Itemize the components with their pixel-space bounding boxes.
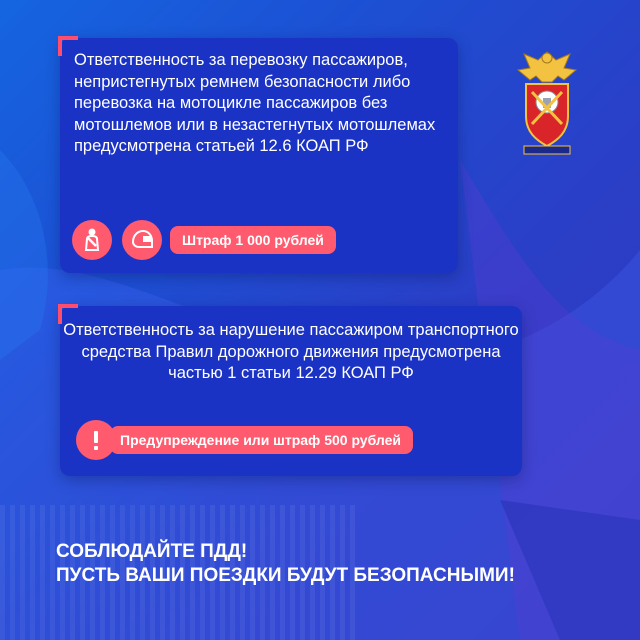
footer-line-2: ПУСТЬ ВАШИ ПОЕЗДКИ БУДУТ БЕЗОПАСНЫМИ!	[56, 565, 515, 586]
helmet-icon	[122, 220, 162, 260]
fine-badge: Предупреждение или штраф 500 рублей	[110, 426, 413, 454]
card-text: Ответственность за перевозку пассажиров, непристегнутых ремнем безопасности либо перевозка на мотоцикле пассажиров без мотошлемов или в незастегнутых мотошлемах предусмотрена статьей 12.6 КОАП РФ	[74, 51, 436, 155]
police-emblem-icon	[512, 46, 582, 158]
seatbelt-icon	[72, 220, 112, 260]
footer-line-1: СОБЛЮДАЙТЕ ПДД!	[56, 541, 248, 562]
footer-slogan	[56, 540, 515, 588]
liability-card-passenger	[60, 306, 522, 476]
card-text: Ответственность за нарушение пассажиром транспортного средства Правил дорожного движения предусмотрена частью 1 статьи 12.29 КОАП РФ	[63, 321, 519, 382]
liability-card-seatbelt	[60, 38, 458, 273]
fine-badge: Штраф 1 000 рублей	[170, 226, 336, 254]
